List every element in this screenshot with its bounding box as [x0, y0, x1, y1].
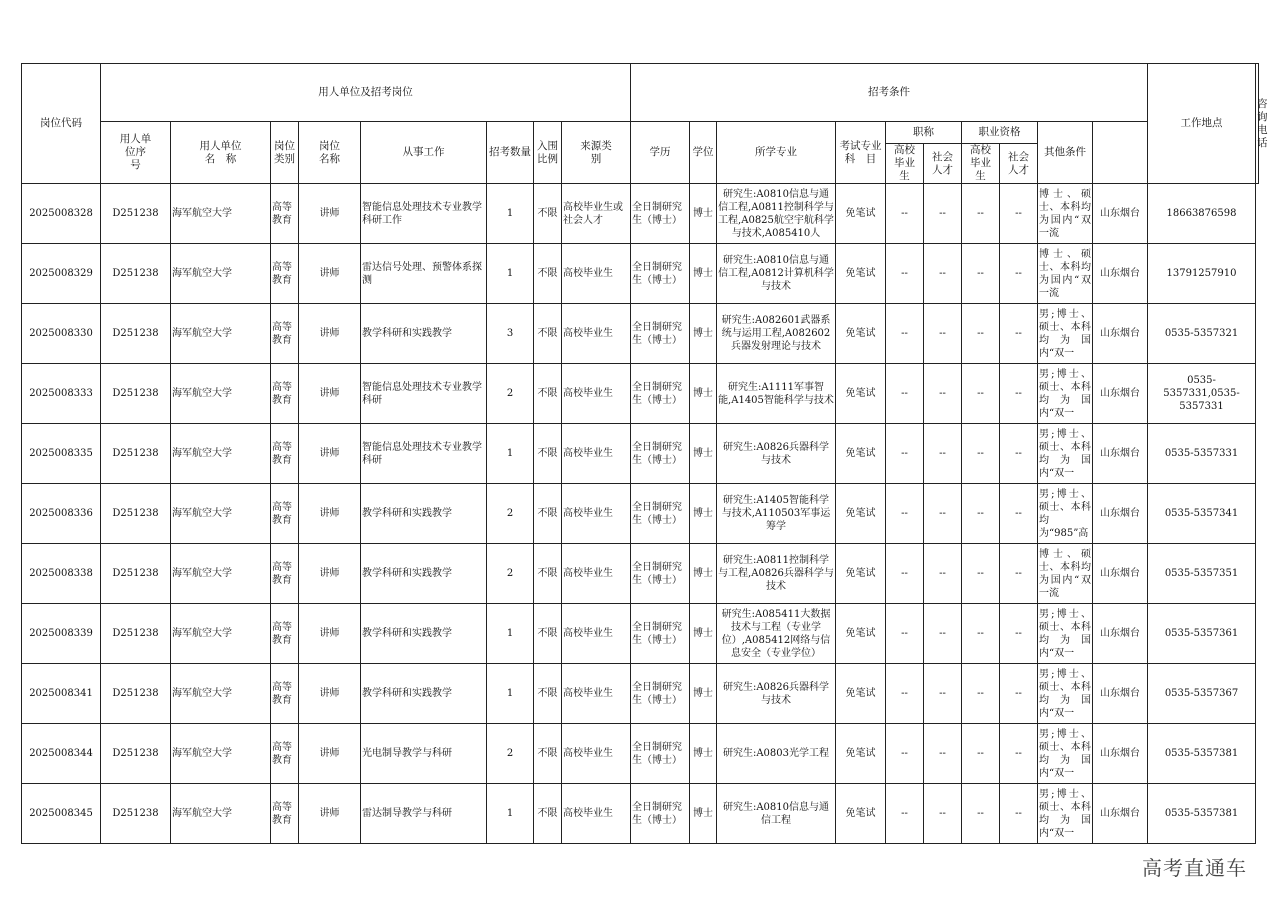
post-type-cell: 高等教育 [271, 304, 299, 364]
work-place-cell: 山东烟台 [1093, 424, 1148, 484]
header-title-college: 高校毕业生 [886, 144, 924, 184]
recruit-count-cell: 1 [487, 244, 534, 304]
work-content-cell: 教学科研和实践教学 [361, 304, 487, 364]
unit-name-cell: 海军航空大学 [171, 784, 271, 844]
work-place-cell: 山东烟台 [1093, 544, 1148, 604]
table-row [22, 484, 1259, 544]
major-cell: 研究生:A0810信息与通信工程,A0811控制科学与工程,A0825航空宇航科学与技术,A085410人 [717, 184, 836, 244]
phone-cell: 0535-5357367 [1148, 664, 1256, 724]
major-cell: 研究生:A085411大数据技术与工程（专业学位）,A085412网络与信息安全（专业学位） [717, 604, 836, 664]
header-work-place: 工作地点 [1148, 64, 1256, 184]
source-type-cell: 高校毕业生 [562, 244, 631, 304]
other-cell: 男;博士、硕士、本科均为国内“双一 [1038, 364, 1093, 424]
table-row [22, 304, 1259, 364]
education-cell: 全日制研究生（博士） [631, 544, 690, 604]
work-place-cell: 山东烟台 [1093, 484, 1148, 544]
post-code-cell: 2025008333 [22, 364, 101, 424]
degree-cell: 博士 [690, 424, 717, 484]
table-row [22, 784, 1259, 844]
title-college-cell: -- [886, 244, 924, 304]
exam-subject-cell: 免笔试 [836, 784, 886, 844]
title-college-cell: -- [886, 664, 924, 724]
table-row [22, 424, 1259, 484]
unit-name-cell: 海军航空大学 [171, 544, 271, 604]
title-social-cell: -- [924, 184, 962, 244]
other-cell: 男;博士、硕士、本科均为国内“双一 [1038, 304, 1093, 364]
table-row [22, 664, 1259, 724]
unit-seq-cell: D251238 [101, 304, 171, 364]
qual-college-cell: -- [962, 484, 1000, 544]
table-row [22, 364, 1259, 424]
source-type-cell: 高校毕业生 [562, 304, 631, 364]
header-unit-name: 用人单位名 称 [171, 122, 271, 184]
title-college-cell: -- [886, 724, 924, 784]
major-cell: 研究生:A0826兵器科学与技术 [717, 664, 836, 724]
post-code-cell: 2025008330 [22, 304, 101, 364]
unit-seq-cell: D251238 [101, 484, 171, 544]
degree-cell: 博士 [690, 604, 717, 664]
other-cell: 男;博士、硕士、本科均为国内“双一 [1038, 664, 1093, 724]
exam-subject-cell: 免笔试 [836, 484, 886, 544]
education-cell: 全日制研究生（博士） [631, 424, 690, 484]
degree-cell: 博士 [690, 304, 717, 364]
phone-cell: 18663876598 [1148, 184, 1256, 244]
degree-cell: 博士 [690, 664, 717, 724]
table-row [22, 244, 1259, 304]
title-social-cell: -- [924, 724, 962, 784]
header-interview-ratio: 入围比例 [534, 122, 562, 184]
unit-name-cell: 海军航空大学 [171, 664, 271, 724]
interview-ratio-cell: 不限 [534, 604, 562, 664]
title-social-cell: -- [924, 244, 962, 304]
exam-subject-cell: 免笔试 [836, 244, 886, 304]
source-type-cell: 高校毕业生 [562, 664, 631, 724]
unit-name-cell: 海军航空大学 [171, 724, 271, 784]
other-cell: 男;博士、硕士、本科均为国内“双一 [1038, 724, 1093, 784]
title-social-cell: -- [924, 424, 962, 484]
phone-cell: 0535-5357341 [1148, 484, 1256, 544]
exam-subject-cell: 免笔试 [836, 604, 886, 664]
table-row [22, 724, 1259, 784]
post-type-cell: 高等教育 [271, 724, 299, 784]
exam-subject-cell: 免笔试 [836, 184, 886, 244]
unit-seq-cell: D251238 [101, 424, 171, 484]
post-type-cell: 高等教育 [271, 184, 299, 244]
post-type-cell: 高等教育 [271, 364, 299, 424]
title-social-cell: -- [924, 304, 962, 364]
work-content-cell: 教学科研和实践教学 [361, 544, 487, 604]
work-place-cell: 山东烟台 [1093, 244, 1148, 304]
recruit-count-cell: 2 [487, 544, 534, 604]
source-type-cell: 高校毕业生 [562, 604, 631, 664]
title-college-cell: -- [886, 604, 924, 664]
recruit-count-cell: 1 [487, 664, 534, 724]
qual-social-cell: -- [1000, 304, 1038, 364]
table-row [22, 184, 1259, 244]
education-cell: 全日制研究生（博士） [631, 304, 690, 364]
header-post-name: 岗位名称 [299, 122, 361, 184]
phone-cell: 0535-5357381 [1148, 784, 1256, 844]
post-name-cell: 讲师 [299, 604, 361, 664]
work-content-cell: 智能信息处理技术专业教学科研 [361, 364, 487, 424]
unit-seq-cell: D251238 [101, 784, 171, 844]
work-content-cell: 雷达信号处理、预警体系探测 [361, 244, 487, 304]
post-name-cell: 讲师 [299, 364, 361, 424]
post-name-cell: 讲师 [299, 184, 361, 244]
post-name-cell: 讲师 [299, 424, 361, 484]
qual-college-cell: -- [962, 664, 1000, 724]
work-place-cell: 山东烟台 [1093, 184, 1148, 244]
recruitment-table [21, 63, 1268, 844]
title-college-cell: -- [886, 364, 924, 424]
post-type-cell: 高等教育 [271, 424, 299, 484]
unit-name-cell: 海军航空大学 [171, 184, 271, 244]
recruit-count-cell: 2 [487, 364, 534, 424]
unit-name-cell: 海军航空大学 [171, 424, 271, 484]
title-college-cell: -- [886, 424, 924, 484]
work-content-cell: 教学科研和实践教学 [361, 664, 487, 724]
exam-subject-cell: 免笔试 [836, 664, 886, 724]
degree-cell: 博士 [690, 484, 717, 544]
unit-name-cell: 海军航空大学 [171, 304, 271, 364]
watermark-text: 高考直通车 [1142, 856, 1247, 880]
work-place-cell: 山东烟台 [1093, 784, 1148, 844]
header-post-code: 岗位代码 [22, 64, 101, 184]
post-name-cell: 讲师 [299, 304, 361, 364]
phone-cell: 0535-5357331 [1148, 424, 1256, 484]
post-type-cell: 高等教育 [271, 244, 299, 304]
qual-college-cell: -- [962, 424, 1000, 484]
interview-ratio-cell: 不限 [534, 724, 562, 784]
degree-cell: 博士 [690, 184, 717, 244]
post-name-cell: 讲师 [299, 244, 361, 304]
post-code-cell: 2025008329 [22, 244, 101, 304]
interview-ratio-cell: 不限 [534, 364, 562, 424]
unit-seq-cell: D251238 [101, 244, 171, 304]
major-cell: 研究生:A0810信息与通信工程 [717, 784, 836, 844]
interview-ratio-cell: 不限 [534, 544, 562, 604]
work-place-cell: 山东烟台 [1093, 724, 1148, 784]
qual-college-cell: -- [962, 544, 1000, 604]
education-cell: 全日制研究生（博士） [631, 784, 690, 844]
source-type-cell: 高校毕业生 [562, 544, 631, 604]
unit-name-cell: 海军航空大学 [171, 484, 271, 544]
exam-subject-cell: 免笔试 [836, 424, 886, 484]
major-cell: 研究生:A0803光学工程 [717, 724, 836, 784]
qual-social-cell: -- [1000, 784, 1038, 844]
post-name-cell: 讲师 [299, 724, 361, 784]
education-cell: 全日制研究生（博士） [631, 184, 690, 244]
header-other: 其他条件 [1038, 122, 1093, 184]
title-college-cell: -- [886, 484, 924, 544]
degree-cell: 博士 [690, 724, 717, 784]
post-code-cell: 2025008328 [22, 184, 101, 244]
post-code-cell: 2025008339 [22, 604, 101, 664]
source-type-cell: 高校毕业生或社会人才 [562, 184, 631, 244]
major-cell: 研究生:A082601武器系统与运用工程,A082602兵器发射理论与技术 [717, 304, 836, 364]
post-type-cell: 高等教育 [271, 604, 299, 664]
phone-cell: 0535-5357321 [1148, 304, 1256, 364]
recruit-count-cell: 1 [487, 424, 534, 484]
recruit-count-cell: 1 [487, 184, 534, 244]
post-type-cell: 高等教育 [271, 484, 299, 544]
education-cell: 全日制研究生（博士） [631, 244, 690, 304]
interview-ratio-cell: 不限 [534, 484, 562, 544]
phone-cell: 0535-5357351 [1148, 544, 1256, 604]
other-cell: 男;博士、硕士、本科均为国内“双一 [1038, 424, 1093, 484]
interview-ratio-cell: 不限 [534, 424, 562, 484]
interview-ratio-cell: 不限 [534, 304, 562, 364]
work-content-cell: 光电制导教学与科研 [361, 724, 487, 784]
qual-social-cell: -- [1000, 364, 1038, 424]
education-cell: 全日制研究生（博士） [631, 604, 690, 664]
post-code-cell: 2025008336 [22, 484, 101, 544]
header-degree: 学位 [690, 122, 717, 184]
unit-seq-cell: D251238 [101, 544, 171, 604]
title-social-cell: -- [924, 604, 962, 664]
phone-cell: 13791257910 [1148, 244, 1256, 304]
recruit-count-cell: 1 [487, 604, 534, 664]
source-type-cell: 高校毕业生 [562, 364, 631, 424]
table-body [22, 184, 1259, 844]
major-cell: 研究生:A1111军事智能,A1405智能科学与技术 [717, 364, 836, 424]
header-source-type: 来源类别 [562, 122, 631, 184]
post-type-cell: 高等教育 [271, 784, 299, 844]
post-code-cell: 2025008335 [22, 424, 101, 484]
recruit-count-cell: 2 [487, 724, 534, 784]
header-unit-and-post: 用人单位及招考岗位 [101, 64, 631, 122]
title-social-cell: -- [924, 544, 962, 604]
header-qualification: 职业资格 [962, 122, 1038, 144]
post-name-cell: 讲师 [299, 544, 361, 604]
major-cell: 研究生:A0811控制科学与工程,A0826兵器科学与技术 [717, 544, 836, 604]
degree-cell: 博士 [690, 244, 717, 304]
qual-social-cell: -- [1000, 544, 1038, 604]
phone-cell: 0535-5357331,0535-5357331 [1148, 364, 1256, 424]
work-content-cell: 教学科研和实践教学 [361, 604, 487, 664]
work-content-cell: 智能信息处理技术专业教学科研工作 [361, 184, 487, 244]
header-unit-seq: 用人单位序 号 [101, 122, 171, 184]
header-post-type: 岗位类别 [271, 122, 299, 184]
table-row [22, 604, 1259, 664]
title-social-cell: -- [924, 664, 962, 724]
header-title: 职称 [886, 122, 962, 144]
unit-name-cell: 海军航空大学 [171, 364, 271, 424]
source-type-cell: 高校毕业生 [562, 424, 631, 484]
recruit-count-cell: 2 [487, 484, 534, 544]
unit-seq-cell: D251238 [101, 364, 171, 424]
work-place-cell: 山东烟台 [1093, 664, 1148, 724]
post-code-cell: 2025008338 [22, 544, 101, 604]
qual-college-cell: -- [962, 184, 1000, 244]
recruit-count-cell: 3 [487, 304, 534, 364]
post-type-cell: 高等教育 [271, 664, 299, 724]
qual-college-cell: -- [962, 604, 1000, 664]
other-cell: 博士、硕士、本科均为国内“双一流 [1038, 184, 1093, 244]
unit-seq-cell: D251238 [101, 604, 171, 664]
interview-ratio-cell: 不限 [534, 784, 562, 844]
header-major: 所学专业 [717, 122, 836, 184]
qual-social-cell: -- [1000, 664, 1038, 724]
title-social-cell: -- [924, 364, 962, 424]
qual-social-cell: -- [1000, 424, 1038, 484]
education-cell: 全日制研究生（博士） [631, 364, 690, 424]
education-cell: 全日制研究生（博士） [631, 664, 690, 724]
header-recruit-count: 招考数量 [487, 122, 534, 184]
education-cell: 全日制研究生（博士） [631, 484, 690, 544]
qual-social-cell: -- [1000, 484, 1038, 544]
qual-college-cell: -- [962, 724, 1000, 784]
other-cell: 男;博士、硕士、本科均为国内“双一 [1038, 784, 1093, 844]
unit-name-cell: 海军航空大学 [171, 244, 271, 304]
interview-ratio-cell: 不限 [534, 664, 562, 724]
unit-seq-cell: D251238 [101, 664, 171, 724]
other-cell: 男;博士、硕士、本科均为“985”高 [1038, 484, 1093, 544]
major-cell: 研究生:A0826兵器科学与技术 [717, 424, 836, 484]
degree-cell: 博士 [690, 784, 717, 844]
header-education: 学历 [631, 122, 690, 184]
source-type-cell: 高校毕业生 [562, 484, 631, 544]
exam-subject-cell: 免笔试 [836, 724, 886, 784]
post-code-cell: 2025008344 [22, 724, 101, 784]
education-cell: 全日制研究生（博士） [631, 724, 690, 784]
header-work-content: 从事工作 [361, 122, 487, 184]
header-qual-college: 高校毕业生 [962, 144, 1000, 184]
other-cell: 博士、硕士、本科均为国内“双一流 [1038, 244, 1093, 304]
header-title-social: 社会人才 [924, 144, 962, 184]
exam-subject-cell: 免笔试 [836, 304, 886, 364]
title-college-cell: -- [886, 784, 924, 844]
exam-subject-cell: 免笔试 [836, 364, 886, 424]
other-cell: 博士、硕士、本科均为国内“双一流 [1038, 544, 1093, 604]
post-code-cell: 2025008345 [22, 784, 101, 844]
title-college-cell: -- [886, 184, 924, 244]
phone-cell: 0535-5357381 [1148, 724, 1256, 784]
phone-cell: 0535-5357361 [1148, 604, 1256, 664]
unit-name-cell: 海军航空大学 [171, 604, 271, 664]
title-social-cell: -- [924, 484, 962, 544]
title-college-cell: -- [886, 304, 924, 364]
post-type-cell: 高等教育 [271, 544, 299, 604]
post-code-cell: 2025008341 [22, 664, 101, 724]
work-place-cell: 山东烟台 [1093, 604, 1148, 664]
qual-college-cell: -- [962, 784, 1000, 844]
header-conditions: 招考条件 [631, 64, 1148, 122]
header-qual-social: 社会人才 [1000, 144, 1038, 184]
header-phone: 咨询电话 [1256, 64, 1259, 184]
qual-college-cell: -- [962, 244, 1000, 304]
post-name-cell: 讲师 [299, 664, 361, 724]
post-name-cell: 讲师 [299, 784, 361, 844]
work-content-cell: 教学科研和实践教学 [361, 484, 487, 544]
source-type-cell: 高校毕业生 [562, 784, 631, 844]
qual-social-cell: -- [1000, 244, 1038, 304]
recruit-count-cell: 1 [487, 784, 534, 844]
qual-social-cell: -- [1000, 604, 1038, 664]
interview-ratio-cell: 不限 [534, 184, 562, 244]
unit-seq-cell: D251238 [101, 724, 171, 784]
post-name-cell: 讲师 [299, 484, 361, 544]
unit-seq-cell: D251238 [101, 184, 171, 244]
table-row [22, 544, 1259, 604]
qual-social-cell: -- [1000, 184, 1038, 244]
work-place-cell: 山东烟台 [1093, 304, 1148, 364]
qual-social-cell: -- [1000, 724, 1038, 784]
major-cell: 研究生:A0810信息与通信工程,A0812计算机科学与技术 [717, 244, 836, 304]
qual-college-cell: -- [962, 364, 1000, 424]
title-social-cell: -- [924, 784, 962, 844]
interview-ratio-cell: 不限 [534, 244, 562, 304]
exam-subject-cell: 免笔试 [836, 544, 886, 604]
header-exam-subject: 考试专业科 目 [836, 122, 886, 184]
qual-college-cell: -- [962, 304, 1000, 364]
work-content-cell: 智能信息处理技术专业教学科研 [361, 424, 487, 484]
title-college-cell: -- [886, 544, 924, 604]
degree-cell: 博士 [690, 364, 717, 424]
degree-cell: 博士 [690, 544, 717, 604]
work-content-cell: 雷达制导教学与科研 [361, 784, 487, 844]
work-place-cell: 山东烟台 [1093, 364, 1148, 424]
source-type-cell: 高校毕业生 [562, 724, 631, 784]
major-cell: 研究生:A1405智能科学与技术,A110503军事运筹学 [717, 484, 836, 544]
other-cell: 男;博士、硕士、本科均为国内“双一 [1038, 604, 1093, 664]
